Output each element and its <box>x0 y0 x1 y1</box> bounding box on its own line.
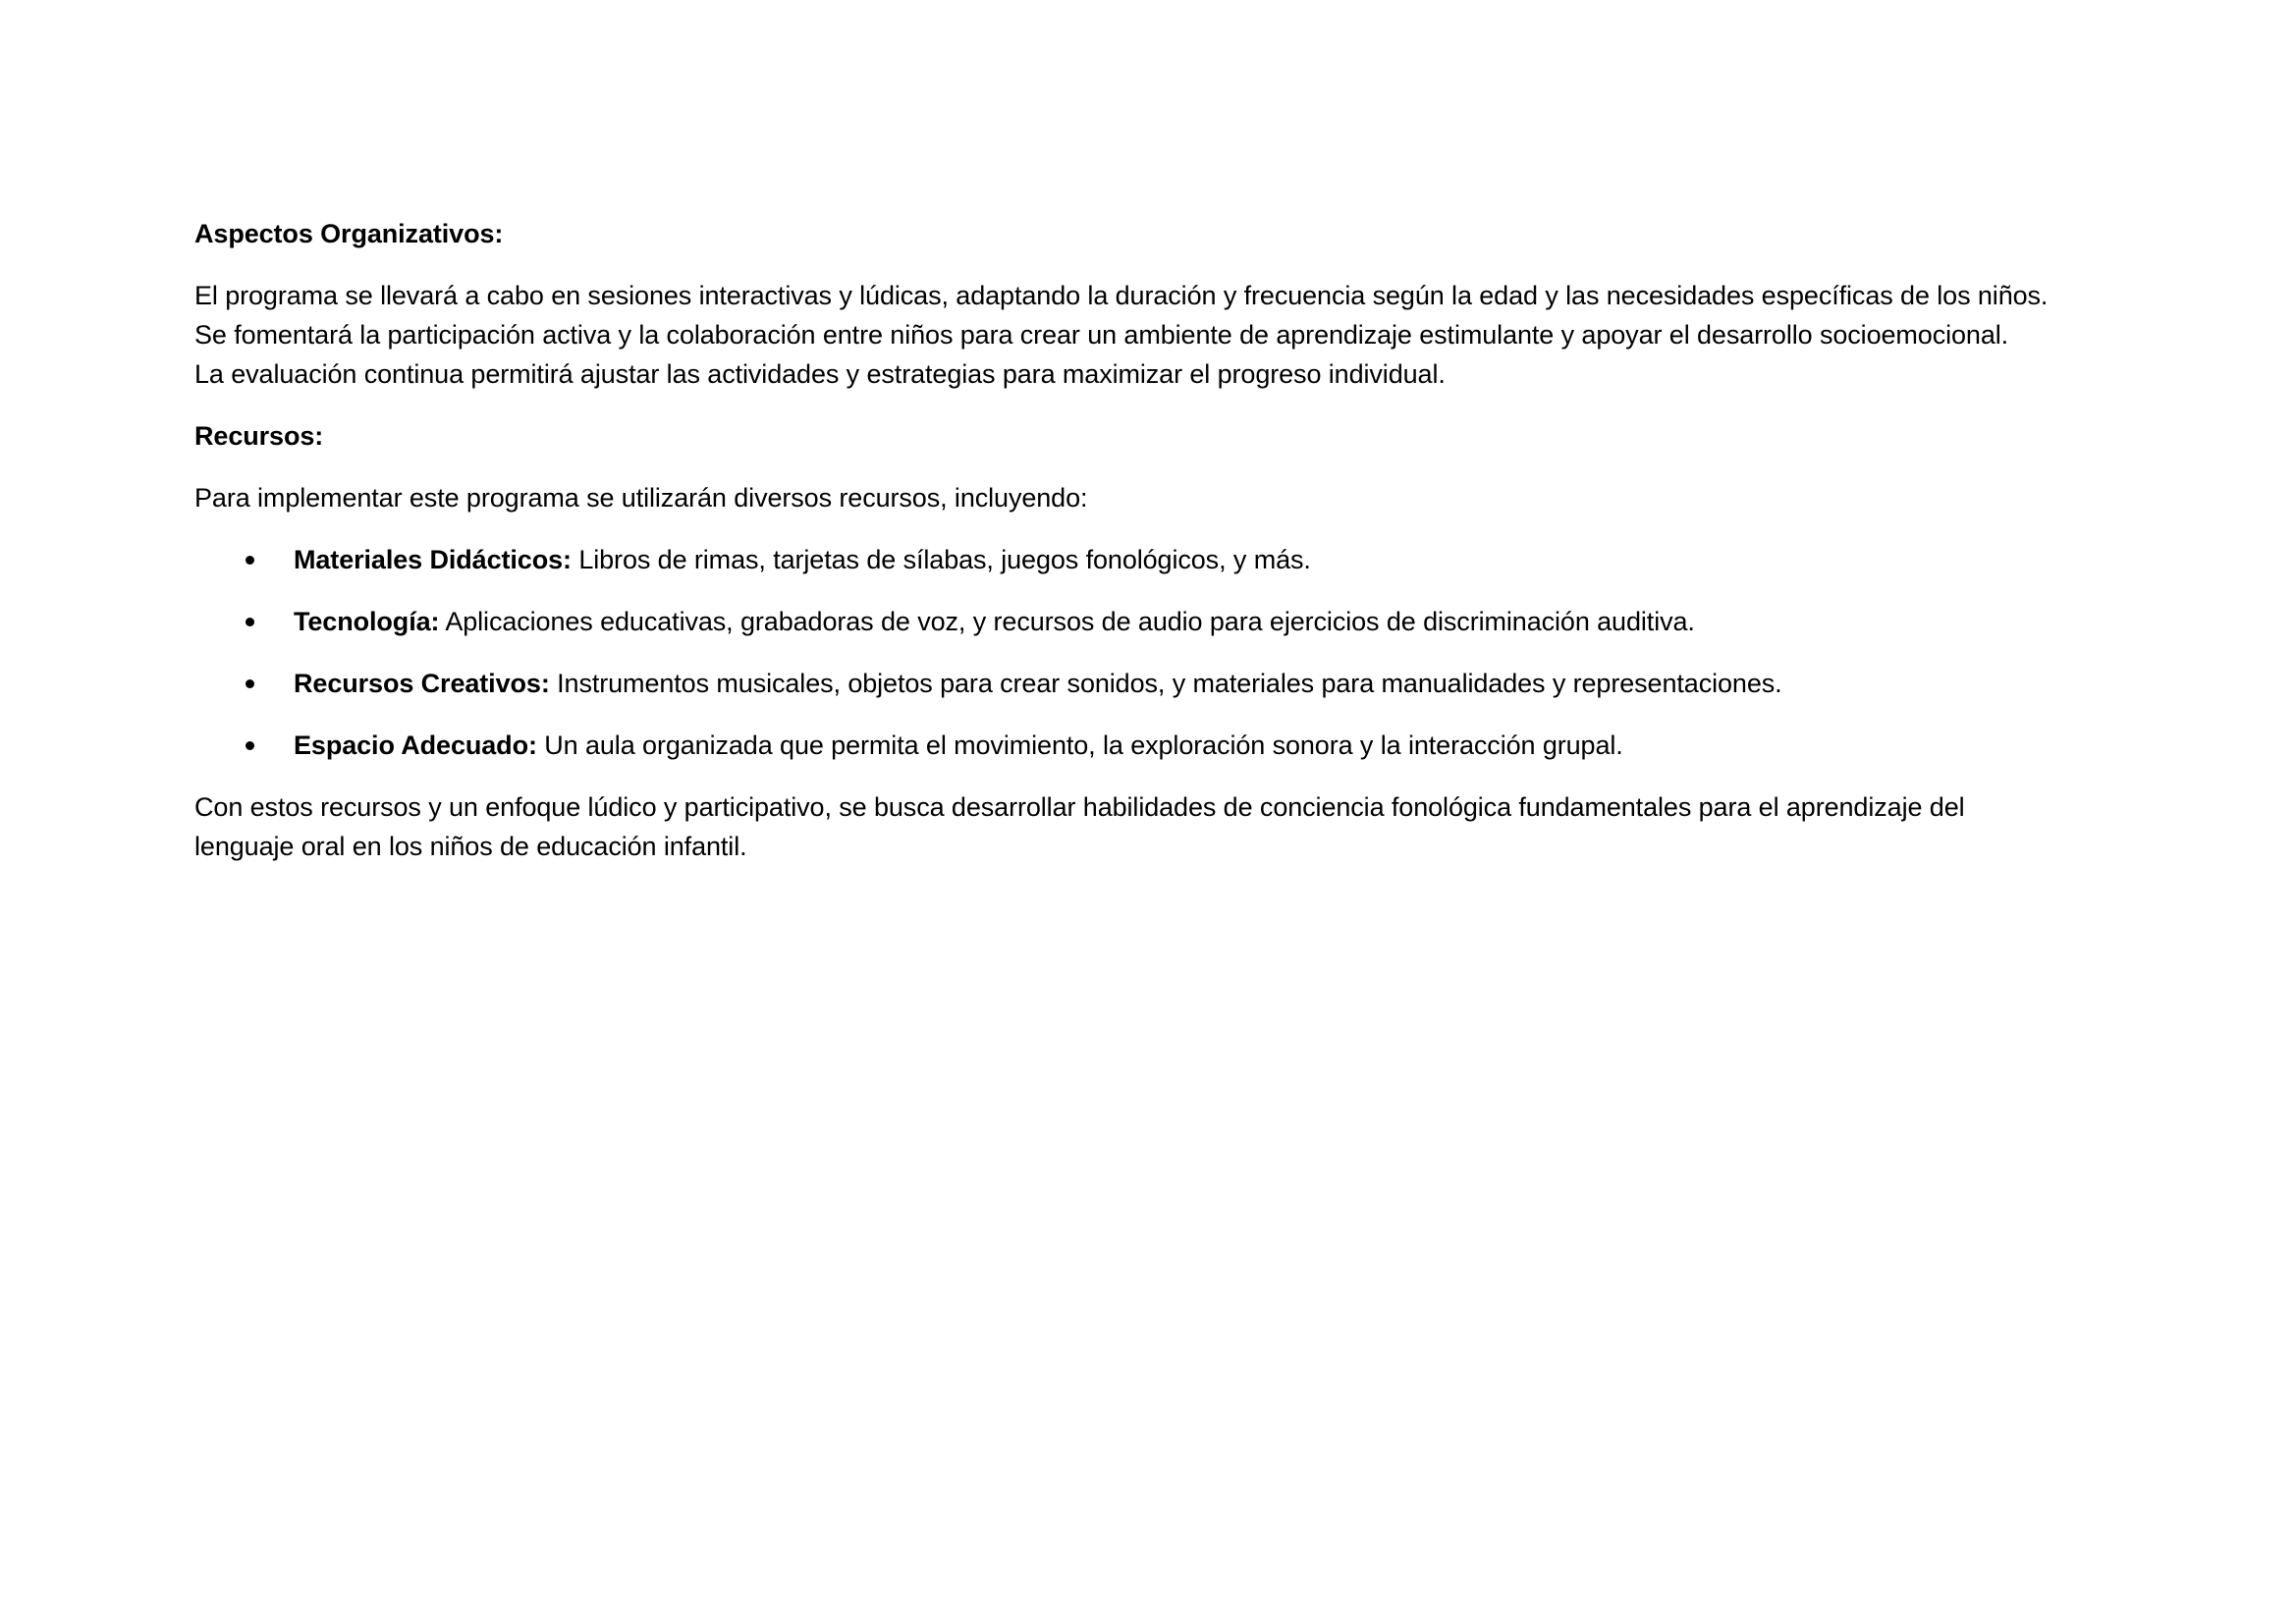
list-item <box>194 664 2139 703</box>
list-item <box>194 602 2139 641</box>
list-item <box>194 540 2139 579</box>
list-item-text: Instrumentos musicales, objetos para crear sonidos, y materiales para manualidades y representaciones. <box>549 669 1782 698</box>
document-body <box>194 214 2139 889</box>
paragraph-line: lenguaje oral en los niños de educación infantil. <box>194 832 747 861</box>
bullet-icon <box>246 618 254 626</box>
list-item-text: Un aula organizada que permita el movimiento, la exploración sonora y la interacción grupal. <box>536 730 1623 760</box>
organizativos-paragraph <box>194 276 2139 394</box>
list-item <box>194 726 2139 765</box>
section-heading-recursos: Recursos: <box>194 421 324 451</box>
paragraph-line: Con estos recursos y un enfoque lúdico y participativo, se busca desarrollar habilidades de conciencia fonológica fundamentales para el aprendizaje del <box>194 792 1965 822</box>
paragraph-line: La evaluación continua permitirá ajustar las actividades y estrategias para maximizar el progreso individual. <box>194 359 1446 389</box>
recursos-intro: Para implementar este programa se utilizarán diversos recursos, incluyendo: <box>194 483 1088 513</box>
bullet-icon <box>246 741 254 750</box>
paragraph-line: El programa se llevará a cabo en sesiones interactivas y lúdicas, adaptando la duración y frecuencia según la edad y las necesidades específicas de los niños. <box>194 281 2049 310</box>
conclusion-paragraph <box>194 787 2139 866</box>
list-item-term: Materiales Didácticos: <box>294 545 572 574</box>
list-item-term: Espacio Adecuado: <box>294 730 537 760</box>
bullet-icon <box>246 556 254 565</box>
bullet-icon <box>246 679 254 688</box>
list-item-text: Aplicaciones educativas, grabadoras de voz, y recursos de audio para ejercicios de discriminación auditiva. <box>439 607 1695 636</box>
list-item-term: Tecnología: <box>294 607 440 636</box>
section-heading-organizativos: Aspectos Organizativos: <box>194 219 504 248</box>
list-item-text: Libros de rimas, tarjetas de sílabas, juegos fonológicos, y más. <box>571 545 1311 574</box>
list-item-term: Recursos Creativos: <box>294 669 550 698</box>
paragraph-line: Se fomentará la participación activa y la colaboración entre niños para crear un ambiente de aprendizaje estimulante y apoyar el desarrollo socioemocional. <box>194 320 2009 350</box>
recursos-list <box>194 540 2139 765</box>
